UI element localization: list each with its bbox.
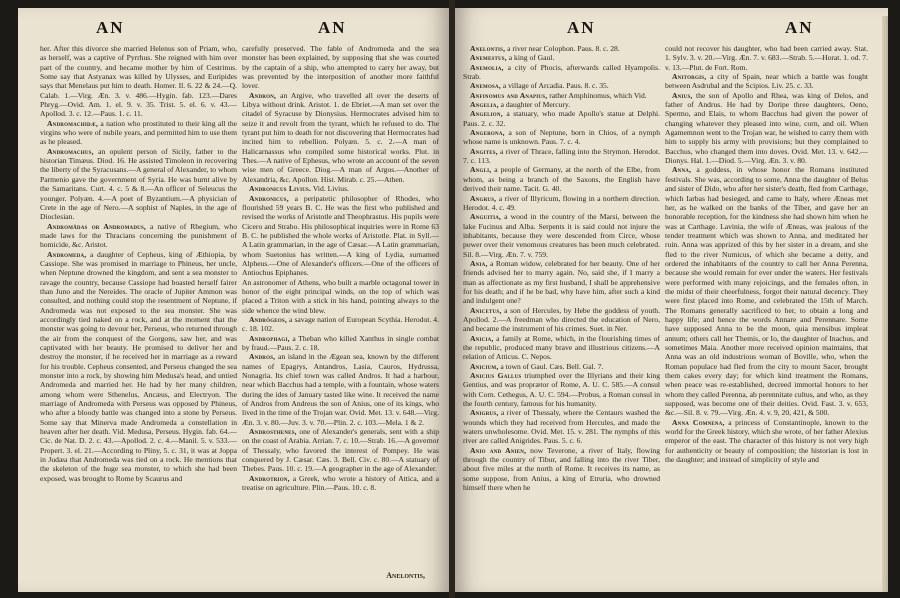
- entry-text: a peripatetic philosopher of Rhodes, who flourished 59 years B. C. He was the first who published and revised the works of Aristotle and Theophrastus. His pupils were Cicero and Strabo. His philosophical inquiries were in Rome 63 B. C. he published the whole works of Aristotle. Plat. in Syll.—A Latin grammarian, in the age of Cæsar.—A Latin grammarian, whom Suetonius has written.—A king of Lydia, surnamed Alpheus.—One of Alexander's officers.—One of the officers of Antiochus Epiphanes.: [242, 193, 439, 278]
- entry-headword: Andromădas or Andromadus,: [47, 221, 147, 231]
- entry-text: an island in the Ægean sea, known by the different names of Epagrys, Antandros, Lasia, Cauros, Hydrussa, Nonagria. Its chief town was called Andros. It had a harbour, near which Bacchus had a temple, with a fountain, whose waters during the ides of January tasted like wine. It received the name of Andros from Andreus the son of Anius, one of its kings, who lived in the time of the Trojan war. Ovid. Met. 13. v. 648.—Virg. Æn. 3. v. 80.—Juv. 3. v. 70.—Plin. 2. c. 103.—Mela. 1 & 2.: [242, 352, 439, 427]
- dictionary-entry: [463, 63, 660, 82]
- entry-text: a princess of Constantinople, known to the world for the Greek history, which she wrote, of her father Alexius emperor of the east. The character of this history is not very high for authenticity or beauty of composition; the historian is lost in the daughter; and instead of simplicity of style and: [665, 417, 868, 465]
- entry-text: a people of Germany, at the north of the Elbe, from whom, as being a branch of the Saxons, the English have derived their name. Tacit. G. 40.: [463, 165, 660, 194]
- entry-text: a nation who prostituted to their king all the virgins who were of nubile years, and permitted him to use them as he pleased.: [40, 118, 237, 147]
- entry-headword: Androtrion,: [249, 473, 290, 483]
- entry-headword: Anna,: [672, 165, 692, 175]
- entry-text: a daughter of Mercury.: [498, 100, 571, 110]
- entry-text: a city of Phocis, afterwards called Hyampolis. Strab.: [463, 62, 660, 82]
- running-head-right-b: AN: [785, 18, 814, 37]
- dictionary-entry: [40, 119, 237, 147]
- entry-headword: Ania,: [470, 258, 488, 268]
- entry-headword: Anemestus,: [470, 53, 507, 63]
- left-running-head: [18, 18, 449, 40]
- open-book: [18, 0, 894, 598]
- dictionary-entry: [665, 72, 868, 91]
- dictionary-entry: [463, 53, 660, 62]
- dictionary-entry: [463, 334, 660, 362]
- catchword: Anelontis,: [386, 571, 425, 580]
- entry-headword: Anelontis,: [470, 44, 506, 53]
- entry-text: her. After this divorce she married Helenus son of Priam, who, as herself, was a captive of Pyrrhus. She reigned with him over part of the country, and became mother by him of Cestrinus. Some say that Astyanax was killed by Ulysses, and Euripides says that Menelaus put him to death. Homer. Il. 6. 22 & 24.—Q. Calab. 1.—Virg. Æn. 3. v. 486.—Hygin. fab. 123.—Dares Phryg.—Ovid. Am. 1. el. 9. v. 35. Trist. 5. el. 6. v. 43.—Apollod. 3. c. 12.—Paus. 1. c. 11.: [40, 44, 237, 119]
- running-head-left-a: AN: [96, 18, 125, 37]
- right-column-2: [665, 44, 868, 582]
- entry-headword: Anfinomus and Anapius,: [470, 90, 548, 100]
- dictionary-entry: [463, 194, 660, 213]
- entry-text: a savage nation of European Scythia. Herodot. 4. c. 18. 102.: [242, 314, 439, 334]
- dictionary-entry: [242, 315, 439, 334]
- entry-text: a native of Rhegium, who made laws for the Thracians concerning the punishment of homicide, &c. Aristot.: [40, 221, 237, 250]
- entry-headword: Anguitia,: [470, 212, 502, 222]
- entry-headword: Anicium,: [470, 361, 499, 371]
- left-column-1: [40, 44, 237, 582]
- dictionary-entry: [242, 91, 439, 184]
- entry-headword: Anna Comnena,: [672, 417, 725, 427]
- entry-headword: Anicius Gallus: [470, 371, 522, 381]
- dictionary-entry: [242, 474, 439, 493]
- dictionary-entry: [463, 109, 660, 128]
- dictionary-entry: [463, 81, 660, 90]
- entry-headword: Andron,: [249, 90, 277, 100]
- entry-headword: Angites,: [470, 146, 498, 156]
- entry-text: a king of Gaul.: [506, 53, 555, 63]
- entry-headword: Andros,: [249, 352, 276, 362]
- entry-headword: Anicia,: [470, 333, 494, 343]
- dictionary-entry: [463, 362, 660, 371]
- dictionary-entry: [242, 427, 439, 474]
- entry-text: a river of Thessaly, where the Centaurs washed the wounds which they had received from Hercules, and made the waters unwholesome. Ovid. Met. 15. v. 281. The nymphs of this river are called Anigrides. Paus. 5. c. 6.: [463, 408, 660, 446]
- dictionary-entry: [463, 147, 660, 166]
- entry-headword: Anemolia,: [470, 62, 504, 72]
- dictionary-entry: [463, 408, 660, 445]
- entry-headword: Andronicus Livius.: [249, 184, 312, 194]
- entry-text: carefully preserved. The fable of Andromeda and the sea monster has been explained, by supposing that she was courted by the captain of a ship, who attempted to carry her away, but was prevented by the interposition of another more faithful lover.: [242, 44, 439, 91]
- entry-text: a son of Neptune, born in Chios, of a nymph whose name is unknown. Paus. 7. c. 4.: [463, 128, 660, 147]
- page-edge: [882, 16, 888, 592]
- dictionary-entry: [40, 222, 237, 250]
- entry-headword: Androsthenes,: [249, 427, 297, 437]
- entry-headword: Anio and Anien,: [470, 445, 527, 455]
- left-column-2: [242, 44, 439, 582]
- dictionary-entry: [463, 306, 660, 334]
- entry-text: a Roman widow, celebrated for her beauty. One of her friends advised her to marry again. No, said she, if I marry a man as affectionate as my first husband, I shall be apprehensive for his death; and if he be bad, why have him, after such a kind and indulgent one?: [463, 258, 660, 306]
- entry-text: a river of Thrace, falling into the Strymon. Herodot. 7. c. 113.: [463, 146, 660, 166]
- entry-headword: Angli,: [470, 165, 492, 175]
- entry-headword: Anius,: [672, 90, 693, 100]
- entry-headword: Andromachus,: [47, 146, 94, 156]
- entry-text: a river near Colophon. Paus. 8. c. 28.: [505, 44, 620, 53]
- right-column-1: [463, 44, 660, 582]
- entry-text: a town of Gaul. Cæs. Bell. Gal. 7.: [498, 361, 604, 371]
- entry-text: An astronomer of Athens, who built a marble octagonal tower in honor of the eight principal winds, on the top of which was placed a Triton with a stick in his hand, pointing always to the side whence the wind blew.: [242, 277, 439, 315]
- dictionary-entry: [463, 165, 660, 193]
- entry-text: the son of Apollo and Rhea, was king of Delos, and father of Andrus. He had by Doripe three daughters, Oeno, Spermo, and Elais, to whom Bacchus had given the power of changing whatever they pleased into wine, corn, and oil. When Agamemnon went to the Trojan war, he wished to carry them with him to supply his army with provisions; but they complained to Bacchus, who changed them into doves. Ovid. Met. 13. v. 642.—Dionys. Hal. 1.—Diod. 5.—Virg. Æn. 3. v. 80.: [665, 90, 868, 166]
- entry-text: triumphed over the Illyrians and their king Gentius, and was proprætor of Rome, A. U. C. 585.—A consul with Corn. Cethegus, A. U. C. 594.—Probus, a Roman consul in the fourth century, famous for his humanity.: [463, 371, 660, 409]
- entry-headword: Anemosa,: [470, 81, 501, 91]
- entry-text: an opulent person of Sicily, father to the historian Timæus. Diod. 16. He assisted Timoleon in recovering the liberty of the Syracusans.—A general of Alexander, to whom Parmenio gave the government of Syria. He was burnt alive by the Samaritans. Curt. 4. c. 5 & 8.—An officer of Seleucus the younger. Polyæn. 4.—A poet of Byzantium.—A physician of Crete in the age of Nero.—A sophist of Naples, in the age of Dioclesian.: [40, 146, 237, 222]
- entry-text: a wood in the country of the Marsi, between the lake Fucinus and Alba. Serpents it is said could not injure the inhabitants, because they were descended from Circe, whose power over their venomous creatures has been much celebrated. Sil. 8.—Virg. Æn. 7. v. 759.: [463, 212, 660, 259]
- dictionary-entry: [665, 418, 868, 465]
- dictionary-entry: [463, 446, 660, 493]
- dictionary-entry: [665, 165, 868, 417]
- right-page: [455, 8, 888, 592]
- left-page: [18, 8, 449, 592]
- dictionary-entry: [463, 212, 660, 259]
- entry-text: a Greek, who wrote a history of Attica, and a treatise on agriculture. Plin.—Paus. 10. c. 8.: [242, 473, 439, 493]
- entry-text: a Theban who killed Xanthus in single combat by fraud.—Paus. 2. c. 18.: [242, 333, 439, 352]
- entry-headword: Anicetus,: [470, 305, 502, 315]
- running-head-left-b: AN: [318, 18, 347, 37]
- entry-headword: Angelia,: [470, 100, 499, 110]
- dictionary-entry: [40, 44, 237, 119]
- entry-headword: Anigrus,: [470, 408, 499, 418]
- entry-headword: Angelion,: [470, 109, 503, 119]
- entry-text: one of Alexander's generals, sent with a ship on the coast of Arabia. Arrian. 7. c. 10.—Strab. 16.—A governor of Thessaly, who favored the interest of Pompey. He was conquered by J. Cæsar. Cæs. 3. Bell. Civ. c. 80.—A statuary of Thebes. Paus. 10. c. 19.—A geographer in the age of Alexander.: [242, 427, 439, 474]
- dictionary-entry: [463, 91, 660, 100]
- entry-headword: Angrus,: [470, 193, 497, 203]
- entry-headword: Andrŏgeos,: [249, 314, 287, 324]
- entry-text: a river of Illyricum, flowing in a northern direction. Herodot. 4. c. 49.: [463, 193, 660, 212]
- entry-text: an Argive, who travelled all over the deserts of Libya without drink. Aristot. 1. de Ebriet.—A man set over the citadel of Syracuse by Dionysius. Hermocrates advised him to seize it and revolt from the tyrant, which he refused to do. The tyrant put him to death for not discovering that Hermocrates had incited him to rebellion. Polyæn. 5. c. 2.—A man of Halicarnassus who compiled some historical works. Plut. in Thes.—A native of Ephesus, who wrote an account of the seven wise men of Greece. Diog.—A man of Argos.—Another of Alexandria, &c. Apollon. Hist. Mirab. c. 25.—Athen.: [242, 90, 439, 184]
- entry-text: Vid. Livius.: [311, 184, 349, 194]
- dictionary-entry: [242, 278, 439, 315]
- dictionary-entry: [242, 44, 439, 91]
- right-running-head: [455, 18, 888, 40]
- dictionary-entry: [242, 352, 439, 427]
- dictionary-entry: [463, 259, 660, 306]
- running-head-right-a: AN: [567, 18, 596, 37]
- entry-text: a statuary, who made Apollo's statue at Delphi. Paus. 2. c. 32.: [463, 109, 660, 128]
- dictionary-entry: [242, 334, 439, 353]
- entry-text: a city of Spain, near which a battle was fought between Asdrubal and the Scipios. Liv. 25. c. 33.: [665, 72, 868, 91]
- dictionary-entry: [665, 91, 868, 166]
- entry-headword: Androphagi,: [249, 333, 290, 343]
- entry-text: could not recover his daughter, who had been carried away. Stat. 1. Sylv. 3. v. 20.—Virg. Æn. 7. v. 683.—Strab. 5.—Horat. 1. od. 7. v. 13.—Plut. de Fort. Rom.: [665, 44, 868, 72]
- entry-text: rather Amphinomus, which Vid.: [547, 90, 647, 100]
- entry-headword: Andromeda,: [47, 249, 87, 259]
- dictionary-entry: [40, 147, 237, 222]
- dictionary-entry: [463, 100, 660, 109]
- entry-text: a family at Rome, which, in the flourishing times of the republic, produced many brave and illustrious citizens.—A relation of Atticus. C. Nepos.: [463, 333, 660, 362]
- dictionary-entry: [242, 194, 439, 278]
- dictionary-entry: [40, 250, 237, 484]
- entry-headword: Andromachidæ,: [47, 118, 99, 128]
- dictionary-entry: [242, 184, 439, 193]
- entry-text: a goddess, in whose honor the Romans instituted festivals. She was, according to some, Anna the daughter of Belus and sister of Dido, who after her sister's death, fled from Carthage, which Iarbas had besieged, and came to Italy, where Æneas met her, as he walked on the banks of the Tiber, and gave her an honorable reception, for the kindness she had shown him when he was at Carthage. Lavinia, the wife of Æneas, was jealous of the tender treatment which was shown to Anna, and meditated her ruin. Anna was apprized of this by her sister in a dream, and she fled to the river Numicus, of which she became a deity, and ordered the inhabitants of the country to call her Anna Perenna, because she would remain for ever under the waters. Her festivals were performed with many rejoicings, and the females often, in the midst of their cheerfulness, forgot their natural decency. They were first placed into Rome, and celebrated the 15th of March. The Romans generally sacrificed to her, to obtain a long and happy life; and hence the words Annare and Perennare. Some have supposed Anna to be the moon, quia mensibus impleat annum; others call her Themis, or Io, the daughter of Inachus, and sometimes Maia. Another more received opinion maintains, that Anna was an old industrious woman of Boville, who, when the Roman populace had fled from the city to mount Sacer, brought them cakes every day; for which kind treatment the Romans, when peace was re-established, decreed immortal honors to her whom they called Perenna, ab perennitate cultus, and who, as they supposed, was become one of their deities. Ovid. Fast. 3. v. 653, &c.—Sil. 8. v. 79.—Virg. Æn. 4. v. 9, 20, 421, & 500.: [665, 165, 868, 418]
- dictionary-entry: [463, 128, 660, 147]
- entry-headword: Andronicus,: [249, 193, 289, 203]
- entry-text: now Teverone, a river of Italy, flowing through the country of Tibur, and falling into the river Tiber, about five miles at the north of Rome. It receives its name, as some suppose, from Anius, a king of Etruria, who drowned himself there when he: [463, 445, 660, 493]
- dictionary-entry: [665, 44, 868, 72]
- entry-text: a son of Hercules, by Hebe the goddess of youth. Apollod. 2.—A freedman who directed the education of Nero, and became the instrument of his crimes. Suet. in Ner.: [463, 305, 660, 334]
- entry-text: a daughter of Cepheus, king of Æthiopia, by Cassiope. She was promised in marriage to Phineus, her uncle, when Neptune drowned the kingdom, and sent a sea monster to ravage the country, because Cassiope had boasted herself fairer than Juno and the Nereides. The oracle of Jupiter Ammon was consulted, and nothing could stop the resentment of Neptune, if Andromeda was not exposed to the sea monster. She was accordingly tied naked on a rock, and at the moment that the monster was going to devour her, Perseus, who returned through the air from the conquest of the Gorgons, saw her, and was captivated with her beauty. He promised to deliver her and destroy the monster, if he received her in marriage as a reward for his trouble. Cepheus consented, and Perseus changed the sea monster into a rock, by showing him Medusa's head, and untied Andromeda and married her. He had by her many children, among whom were Sthenelus, Ancæus, and Electryon. The marriage of Andromeda with Perseus was opposed by Phineus, who after a bloody battle was changed into a stone by Perseus. Some say that Minerva made Andromeda a constellation in heaven after her death. Vid. Medusa, Perseus. Hygin. fab. 64.—Cic. de Nat. D. 2. c. 43.—Apollod. 2. c. 4.—Manil. 5. v. 533.—Propert. 3. el. 21.—According to Pliny, 5. c. 31, it was at Joppa in Judæa that Andromeda was tied on a rock. He mentions that the skeleton of the huge sea monster, to which she had been exposed, was brought to Rome by Scaurus and: [40, 249, 237, 483]
- entry-headword: Anitorgis,: [672, 72, 707, 82]
- dictionary-entry: [463, 44, 660, 53]
- entry-text: a village of Arcadia. Paus. 8. c. 35.: [500, 81, 609, 91]
- entry-headword: Angerona,: [470, 128, 505, 138]
- dictionary-entry: [463, 371, 660, 408]
